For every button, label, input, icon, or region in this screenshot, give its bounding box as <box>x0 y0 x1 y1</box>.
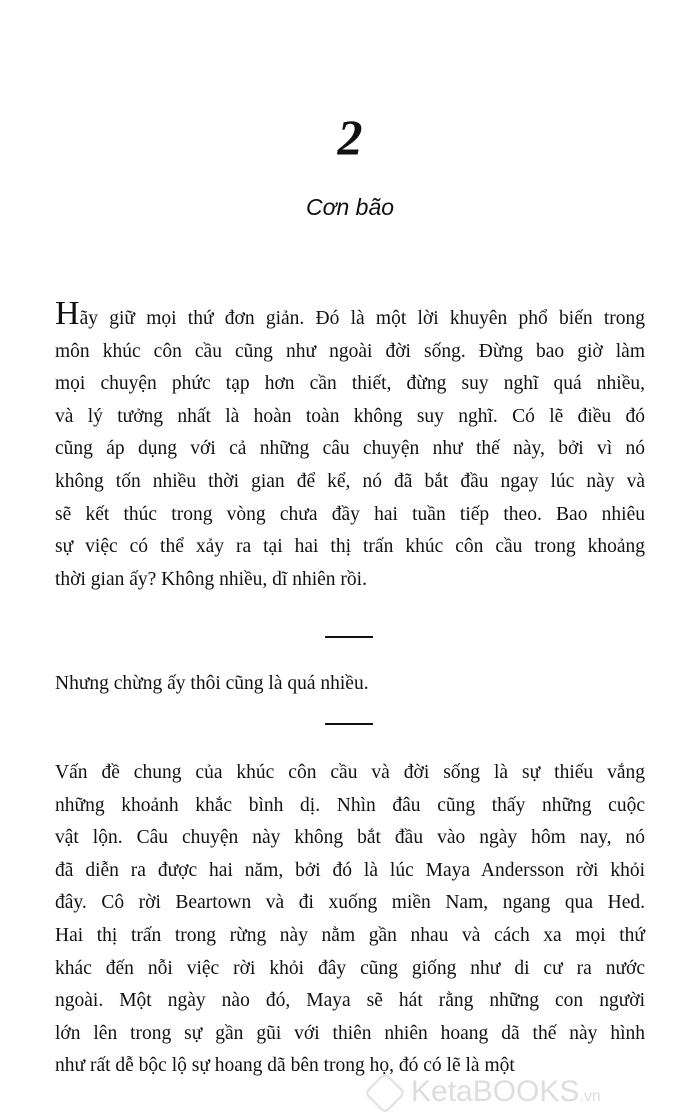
text-line-content: và lý tưởng nhất là hoàn toàn không suy nghĩ. Có lẽ điều đó <box>55 405 645 427</box>
text-line-content: sẽ kết thúc trong vòng chưa đầy hai tuần tiếp theo. Bao nhiêu <box>55 503 645 525</box>
text-line-content: mọi chuyện phức tạp hơn cần thiết, đừng suy nghĩ quá nhiều, <box>55 373 645 395</box>
text-line <box>55 855 645 888</box>
text-line-content: ngoài. Một ngày nào đó, Maya sẽ hát rằng những con người <box>55 990 645 1012</box>
text-line <box>55 368 645 401</box>
text-line-content: đã diễn ra được hai năm, bởi đó là lúc Maya Andersson rời khỏi <box>55 859 645 881</box>
text-line <box>55 433 645 466</box>
text-line <box>55 1018 645 1051</box>
text-line-content: sự việc có thể xảy ra tại hai thị trấn khúc côn cầu trong khoảng <box>55 536 645 558</box>
text-line <box>55 668 645 701</box>
chapter-title: Cơn bão <box>305 194 395 220</box>
text-line-content: môn khúc côn cầu cũng như ngoài đời sống. Đừng bao giờ làm <box>55 340 645 362</box>
text-line-content: ãy giữ mọi thứ đơn giản. Đó là một lời khuyên phổ biến trong <box>79 308 645 329</box>
text-line <box>55 295 645 336</box>
text-line-content: khác đến nỗi việc rời khỏi đây cũng giống như di cư ra nước <box>55 957 645 979</box>
watermark-suffix: .vn <box>579 1087 601 1105</box>
paragraph-3 <box>55 757 645 1083</box>
text-line <box>55 887 645 920</box>
text-line <box>55 953 645 986</box>
drop-cap: H <box>55 295 80 332</box>
text-line <box>55 564 645 597</box>
watermark-logo <box>365 1073 601 1113</box>
text-line <box>55 920 645 953</box>
text-line-content: những khoảnh khắc bình dị. Nhìn đâu cũng thấy những cuộc <box>55 794 645 816</box>
text-line-content: lớn lên trong sự gần gũi với thiên nhiên hoang dã thế này hình <box>55 1022 645 1044</box>
text-line-content: Hai thị trấn trong rừng này nằm gần nhau và cách xa mọi thứ <box>55 924 645 946</box>
text-line-content: cũng áp dụng với cả những câu chuyện như thế này, bởi vì nó <box>55 438 645 460</box>
text-line-content: Vấn đề chung của khúc côn cầu và đời sống là sự thiếu vắng <box>55 762 645 783</box>
text-line-content: như rất dễ bộc lộ sự hoang dã bên trong họ, đó có lẽ là một <box>55 1055 515 1077</box>
watermark-brand: KetaBOOKS <box>411 1074 580 1108</box>
paragraph-1 <box>55 295 645 596</box>
paragraph-2 <box>55 668 645 701</box>
text-line <box>55 790 645 823</box>
logo-icon <box>364 1072 406 1114</box>
text-line-content: đây. Cô rời Beartown và đi xuống miền Nam, ngang qua Hed. <box>55 892 645 914</box>
section-divider <box>325 723 373 725</box>
chapter-number: 2 <box>337 109 363 165</box>
text-line <box>55 401 645 434</box>
text-line-content: vật lộn. Câu chuyện này không bắt đầu vào ngày hôm nay, nó <box>55 827 645 849</box>
text-line <box>55 531 645 564</box>
text-line <box>55 466 645 499</box>
text-line <box>55 499 645 532</box>
text-line <box>55 822 645 855</box>
text-line-content: thời gian ấy? Không nhiều, dĩ nhiên rồi. <box>55 568 367 590</box>
text-line <box>55 336 645 369</box>
text-line-content: không tốn nhiều thời gian để kể, nó đã bắt đầu ngay lúc này và <box>55 470 645 492</box>
text-line <box>55 757 645 790</box>
text-line-content: Nhưng chừng ấy thôi cũng là quá nhiều. <box>55 673 369 694</box>
text-line <box>55 985 645 1018</box>
section-divider <box>325 636 373 638</box>
